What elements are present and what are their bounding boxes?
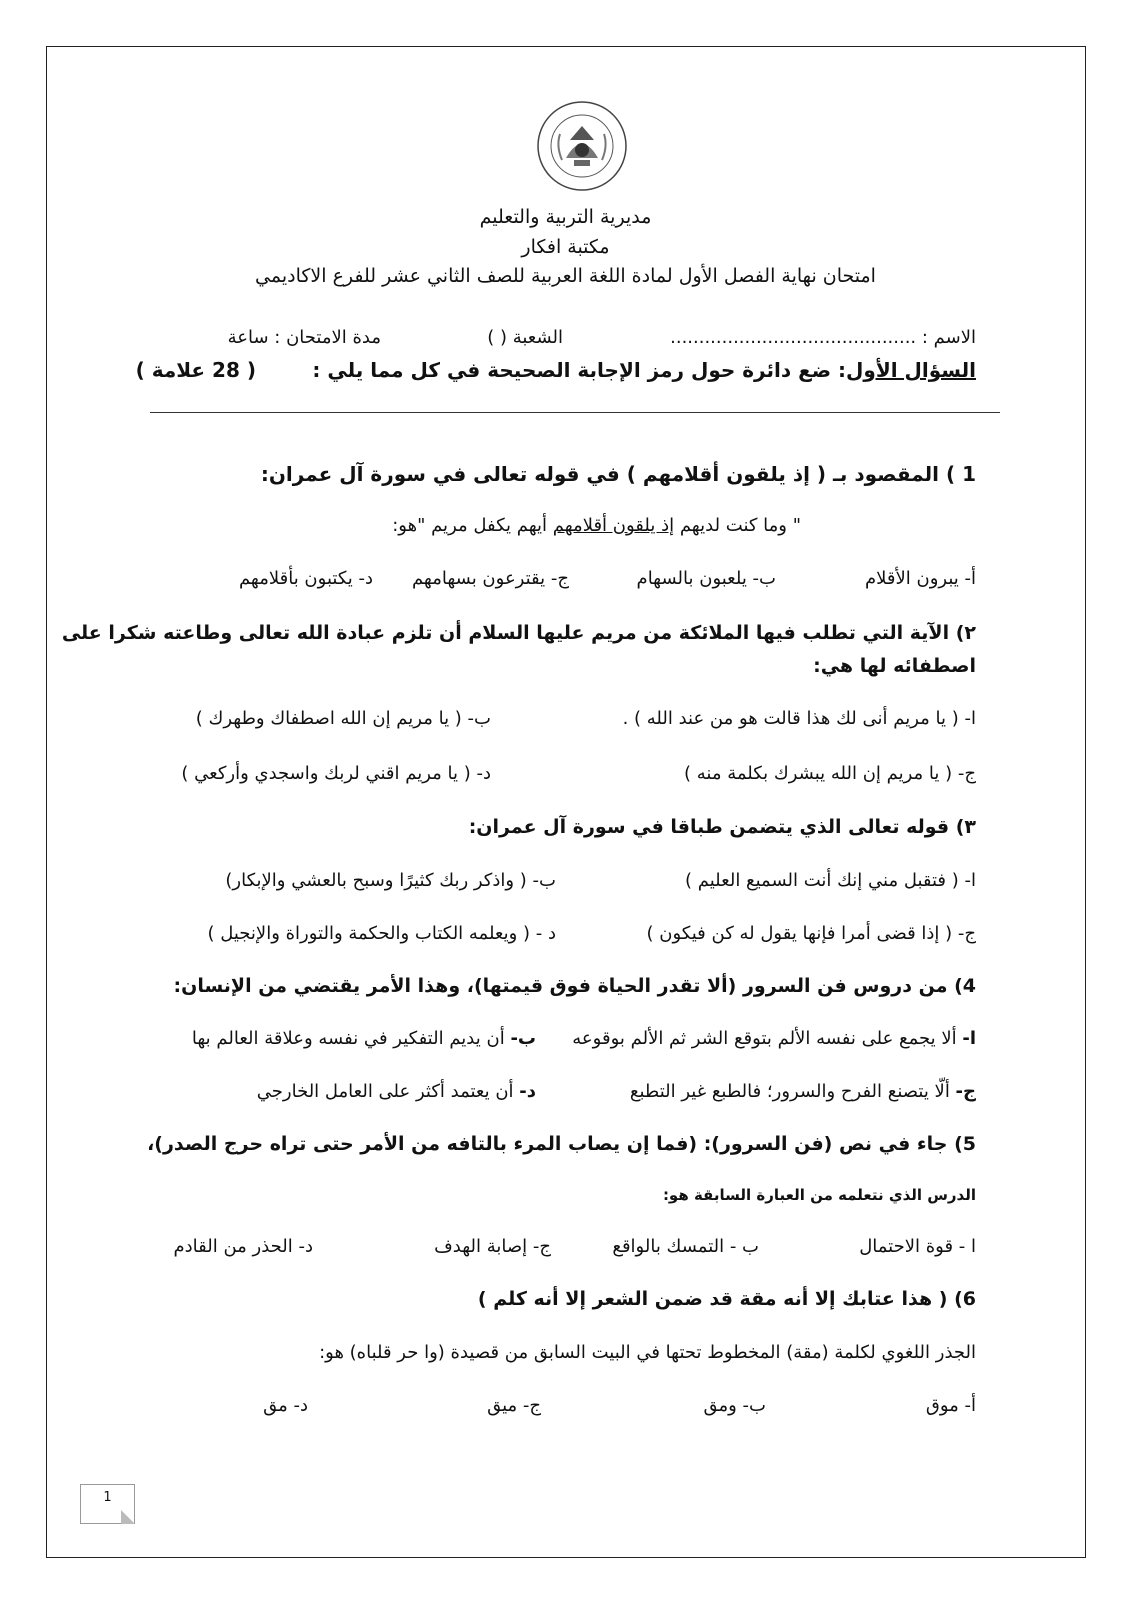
q3-option-c: ج- ( إذا قضى أمرا فإنها يقول له كن فيكون ) bbox=[646, 923, 976, 944]
q4-option-d: د- أن يعتمد أكثر على العامل الخارجي bbox=[256, 1081, 536, 1102]
divider-line bbox=[150, 412, 1000, 413]
question-5-text: 5) جاء في نص (فن السرور): (فما إن يصاب المرء بالتافه من الأمر حتى تراه حرج الصدر)، bbox=[147, 1133, 976, 1155]
section-header bbox=[312, 358, 976, 382]
exam-title: امتحان نهاية الفصل الأول لمادة اللغة العربية للصف الثاني عشر للفرع الاكاديمي bbox=[255, 265, 876, 287]
question-1-verse-underlined: إذ يلقون أقلامهم bbox=[552, 515, 675, 536]
q6-option-a: أ- موق bbox=[925, 1395, 976, 1416]
q2-option-c: ج- ( يا مريم إن الله يبشرك بكلمة منه ) bbox=[684, 763, 976, 784]
question-1-text: 1 ) المقصود بـ ( إذ يلقون أقلامهم ) في قوله تعالى في سورة آل عمران: bbox=[260, 462, 976, 486]
q5-option-a: ا - قوة الاحتمال bbox=[859, 1236, 976, 1257]
section-instruction: : ضع دائرة حول رمز الإجابة الصحيحة في كل مما يلي : bbox=[312, 358, 847, 382]
page-number: 1 bbox=[103, 1490, 112, 1505]
question-4-text: 4) من دروس فن السرور (ألا تقدر الحياة فوق قيمتها)، وهذا الأمر يقتضي من الإنسان: bbox=[173, 975, 976, 997]
question-3-text: ٣) قوله تعالى الذي يتضمن طباقا في سورة آل عمران: bbox=[468, 816, 976, 838]
question-2-text-line2: اصطفائه لها هي: bbox=[813, 655, 976, 677]
section-field: الشعبة ( ) bbox=[487, 327, 563, 348]
q1-option-b: ب- يلعبون بالسهام bbox=[636, 568, 776, 589]
name-field: الاسم : ........................................... bbox=[670, 327, 976, 348]
q3-option-b: ب- ( واذكر ربك كثيرًا وسبح بالعشي والإبكار) bbox=[225, 870, 556, 891]
q1-option-a: أ- يبرون الأقلام bbox=[865, 568, 976, 589]
q2-option-a: ا- ( يا مريم أنى لك هذا قالت هو من عند الله ) . bbox=[622, 708, 976, 729]
question-6-text: 6) ( هذا عتابك إلا أنه مقة قد ضمن الشعر إلا أنه كلم ) bbox=[477, 1288, 976, 1310]
ministry-seal-logo bbox=[536, 100, 628, 192]
q2-option-d: د- ( يا مريم اقني لربك واسجدي وأركعي ) bbox=[181, 763, 491, 784]
page-number-box bbox=[80, 1484, 135, 1524]
library-title: مكتبة افكار bbox=[521, 236, 610, 258]
q1-option-c: ج- يقترعون بسهامهم bbox=[411, 568, 569, 589]
section-marks: ( 28 علامة ) bbox=[135, 358, 256, 382]
q1-option-d: د- يكتبون بأقلامهم bbox=[238, 568, 373, 589]
duration-field: مدة الامتحان : ساعة bbox=[227, 327, 381, 348]
q5-option-c: ج- إصابة الهدف bbox=[434, 1236, 551, 1257]
q4-option-b: ب- أن يديم التفكير في نفسه وعلاقة العالم بها bbox=[191, 1028, 536, 1049]
q3-option-a: ا- ( فتقبل مني إنك أنت السميع العليم ) bbox=[685, 870, 976, 891]
q5-option-b: ب - التمسك بالواقع bbox=[612, 1236, 759, 1257]
q3-option-d: د - ( ويعلمه الكتاب والحكمة والتوراة والإنجيل ) bbox=[207, 923, 556, 944]
q4-option-c: ج- ألّا يتصنع الفرح والسرور؛ فالطبع غير التطبع bbox=[629, 1081, 976, 1102]
q4-option-a: ا- ألا يجمع على نفسه الألم بتوقع الشر ثم الألم بوقوعه bbox=[572, 1028, 976, 1049]
q6-option-d: د- مق bbox=[263, 1395, 308, 1416]
q2-option-b: ب- ( يا مريم إن الله اصطفاك وطهرك ) bbox=[195, 708, 491, 729]
question-1-verse: " وما كنت لديهم إذ يلقون أقلامهم أيهم يكفل مريم "هو: bbox=[392, 515, 801, 536]
question-5-subtext: الدرس الذي نتعلمه من العبارة السابقة هو: bbox=[662, 1186, 976, 1204]
directorate-title: مديرية التربية والتعليم bbox=[479, 206, 652, 228]
q6-option-c: ج- ميق bbox=[487, 1395, 541, 1416]
page-curl-icon bbox=[121, 1510, 135, 1524]
question-2-text-line1: ٢) الآية التي تطلب فيها الملائكة من مريم عليها السلام أن تلزم عبادة الله تعالى وطاعته شكرا على bbox=[61, 622, 976, 644]
q6-option-b: ب- ومق bbox=[703, 1395, 766, 1416]
q5-option-d: د- الحذر من القادم bbox=[173, 1236, 313, 1257]
question-6-subtext: الجذر اللغوي لكلمة (مقة) المخطوط تحتها في البيت السابق من قصيدة (وا حر قلباه) هو: bbox=[319, 1342, 976, 1363]
section-title: السؤال الأول bbox=[846, 358, 976, 382]
